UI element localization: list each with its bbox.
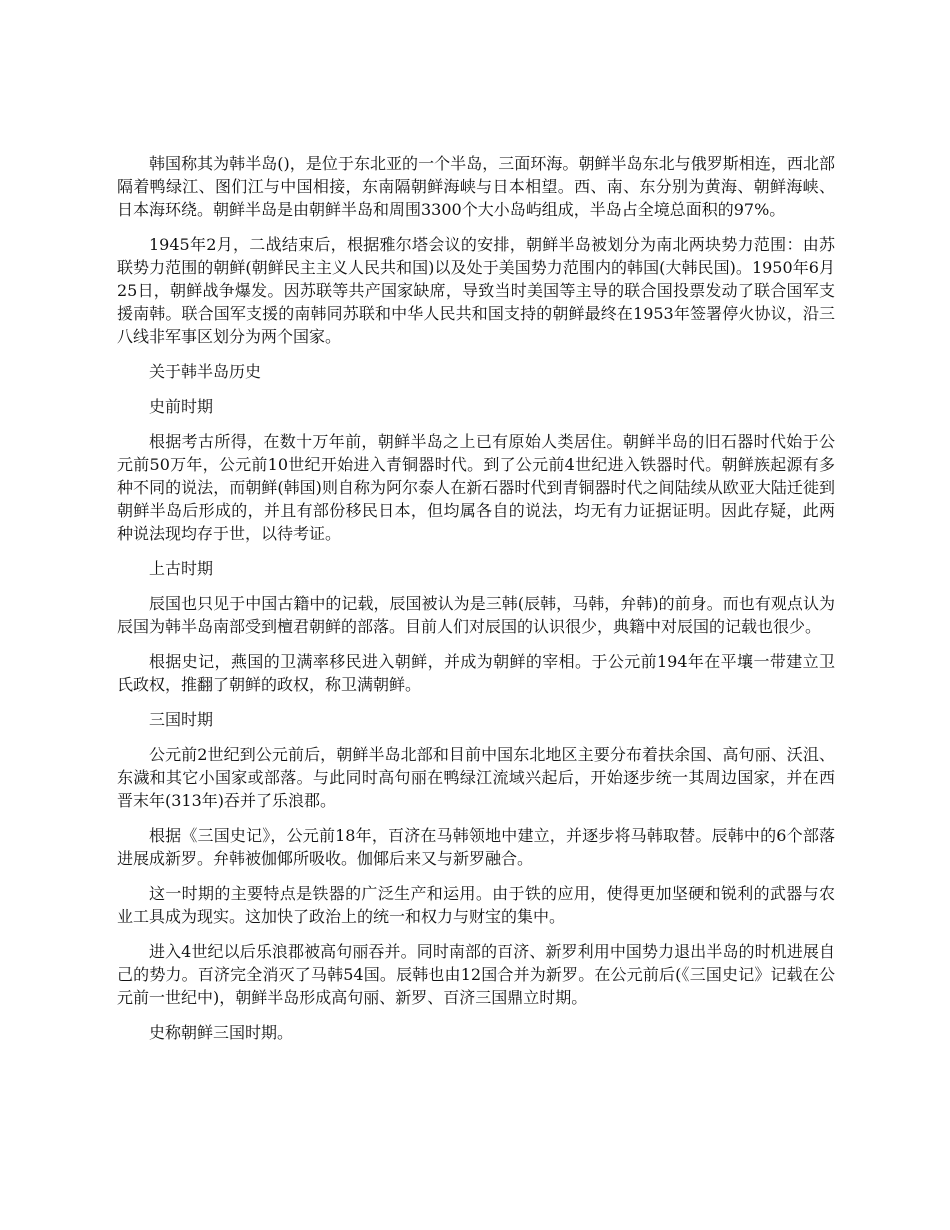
paragraph-iron-age: 这一时期的主要特点是铁器的广泛生产和运用。由于铁的应用，使得更加坚硬和锐利的武器与农业工具成为现实。这加快了政治上的统一和权力与财宝的集中。 [117,884,835,926]
paragraph-intro: 韩国称其为韩半岛()，是位于东北亚的一个半岛，三面环海。朝鲜半岛东北与俄罗斯相连，西北部隔着鸭绿江、图们江与中国相接，东南隔朝鲜海峡与日本相望。西、南、东分别为黄海、朝鲜海峡、日本海环绕。朝鲜半岛是由朝鲜半岛和周围3300个大小岛屿组成，半岛占全境总面积的97%。 [117,154,835,219]
paragraph-closing: 史称朝鲜三国时期。 [149,1023,294,1042]
paragraph-fourth-century: 进入4世纪以后乐浪郡被高句丽吞并。同时南部的百济、新罗利用中国势力退出半岛的时机进展自己的势力。百济完全消灭了马韩54国。辰韩也由12国合并为新罗。在公元前后(《三国史记》记载在公元前一世纪中)，朝鲜半岛形成高句丽、新罗、百济三国鼎立时期。 [117,942,835,1007]
paragraph-jin-state: 辰国也只见于中国古籍中的记载，辰国被认为是三韩(辰韩，马韩，弁韩)的前身。而也有观点认为辰国为韩半岛南部受到檀君朝鲜的部落。目前人们对辰国的认识很少，典籍中对辰国的记载也很少。 [117,594,835,636]
paragraph-northern-states: 公元前2世纪到公元前后，朝鲜半岛北部和目前中国东北地区主要分布着扶余国、高句丽、沃沮、东濊和其它小国家或部落。与此同时高句丽在鸭绿江流域兴起后，开始逐步统一其周边国家，并在西晋末年(313年)吞并了乐浪郡。 [117,745,835,810]
section-heading-ancient: 上古时期 [149,559,214,578]
section-heading-prehistoric: 史前时期 [149,397,214,416]
paragraph-division: 1945年2月，二战结束后，根据雅尔塔会议的安排，朝鲜半岛被划分为南北两块势力范围：由苏联势力范围的朝鲜(朝鲜民主主义人民共和国)以及处于美国势力范围内的韩国(大韩民国)。1950年6月25日，朝鲜战争爆发。因苏联等共产国家缺席，导致当时美国等主导的联合国投票发动了联合国军支援南韩。联合国军支援的南韩同苏联和中华人民共和国支持的朝鲜最终在1953年签署停火协议，沿三八线非军事区划分为两个国家。 [117,235,835,346]
paragraph-prehistoric: 根据考古所得，在数十万年前，朝鲜半岛之上已有原始人类居住。朝鲜半岛的旧石器时代始于公元前50万年，公元前10世纪开始进入青铜器时代。到了公元前4世纪进入铁器时代。朝鲜族起源有多种不同的说法，而朝鲜(韩国)则自称为阿尔泰人在新石器时代到青铜器时代之间陆续从欧亚大陆迁徙到朝鲜半岛后形成的，并且有部份移民日本，但均属各自的说法，均无有力证据证明。因此存疑，此两种说法现均存于世，以待考证。 [117,432,835,543]
section-heading-history: 关于韩半岛历史 [149,362,262,381]
section-heading-three-kingdoms: 三国时期 [149,710,214,729]
paragraph-samguk-sagi: 根据《三国史记》，公元前18年，百济在马韩领地中建立，并逐步将马韩取替。辰韩中的6个部落进展成新罗。弁韩被伽倻所吸收。伽倻后来又与新罗融合。 [117,826,835,868]
paragraph-wiman: 根据史记，燕国的卫满率移民进入朝鲜，并成为朝鲜的宰相。于公元前194年在平壤一带建立卫氏政权，推翻了朝鲜的政权，称卫满朝鲜。 [117,652,835,694]
document-body [117,152,835,1056]
